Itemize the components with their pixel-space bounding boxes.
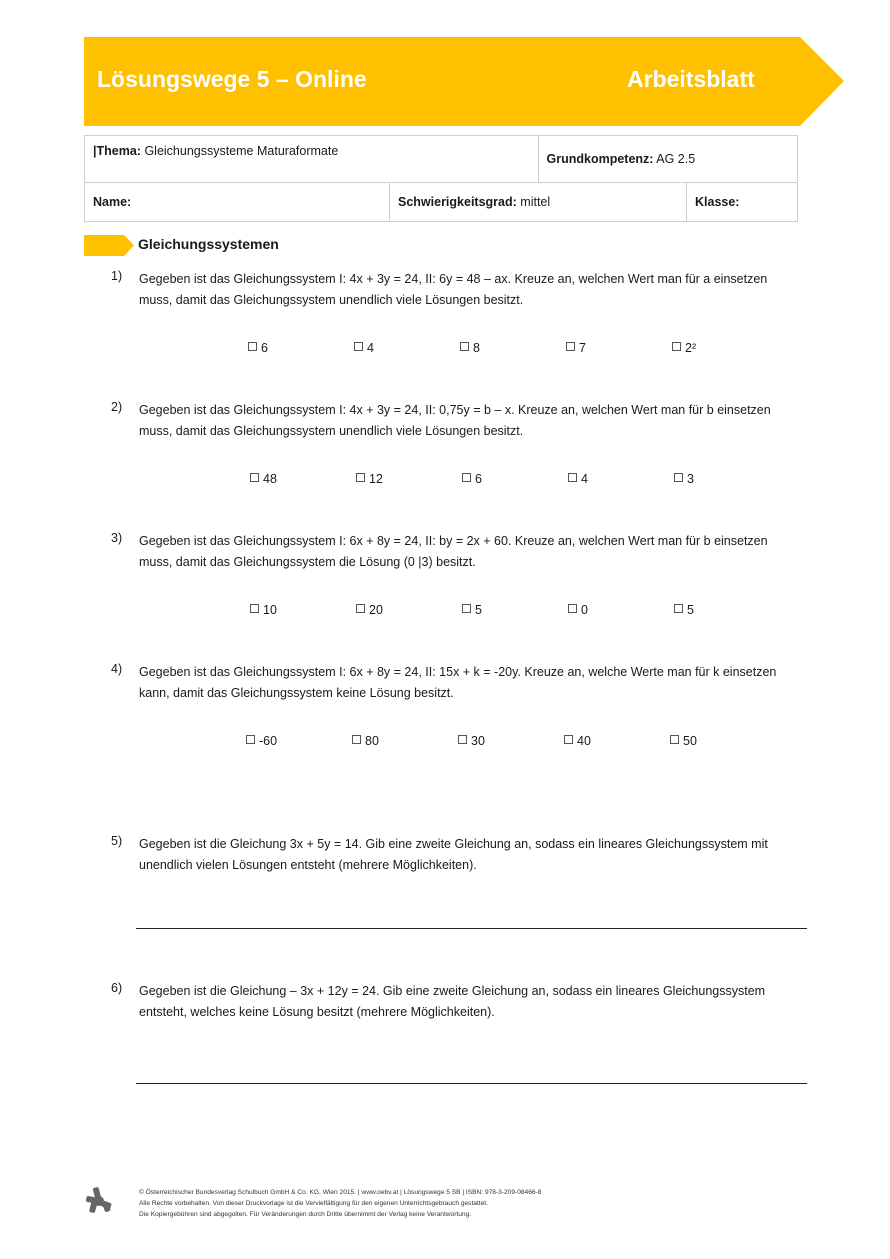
option-label: -60 (259, 734, 278, 748)
option-checkbox[interactable] (460, 341, 480, 355)
answer-line[interactable] (136, 928, 807, 929)
difficulty-label: Schwierigkeitsgrad: (398, 195, 517, 209)
checkbox-icon[interactable] (462, 473, 471, 482)
checkbox-icon[interactable] (670, 735, 679, 744)
section-title: Gleichungssystemen (138, 236, 279, 252)
option-label: 12 (369, 472, 383, 486)
option-checkbox[interactable] (672, 341, 696, 355)
option-label: 5 (687, 603, 694, 617)
name-cell[interactable] (85, 183, 390, 222)
name-label: Name: (93, 195, 132, 209)
option-checkbox[interactable] (352, 734, 379, 748)
option-label: 6 (475, 472, 482, 486)
option-label: 50 (683, 734, 697, 748)
difficulty-value: mittel (520, 195, 551, 209)
option-label: 6 (261, 341, 268, 355)
checkbox-icon[interactable] (674, 473, 683, 482)
option-label: 10 (263, 603, 277, 617)
option-checkbox[interactable] (354, 341, 374, 355)
task-text: Gegeben ist die Gleichung – 3x + 12y = 24. Gib eine zweite Gleichung an, sodass ein lineares Gleichungssystem entsteht, welches keine Lösung besitzt (mehrere Möglichkeiten). (139, 984, 766, 1019)
checkbox-icon[interactable] (674, 604, 683, 613)
checkbox-icon[interactable] (356, 604, 365, 613)
option-label: 80 (365, 734, 379, 748)
option-label: 0 (581, 603, 588, 617)
competence-label: Grundkompetenz: (546, 152, 654, 166)
checkbox-icon[interactable] (354, 342, 363, 351)
checkbox-icon[interactable] (458, 735, 467, 744)
checkbox-icon[interactable] (672, 342, 681, 351)
checkbox-icon[interactable] (250, 473, 259, 482)
option-label: 3 (687, 472, 694, 486)
footer-line: © Österreichischer Bundesverlag Schulbuch GmbH & Co. KG, Wien 2015. | www.oebv.at | Lösungswege 5 SB | ISBN: 978-3-209-08466-8 (139, 1189, 542, 1196)
option-label: 4 (581, 472, 588, 486)
option-checkbox[interactable] (462, 603, 482, 617)
checkbox-icon[interactable] (564, 735, 573, 744)
option-label: 7 (579, 341, 586, 355)
option-label: 4 (367, 341, 374, 355)
option-label: 40 (577, 734, 591, 748)
header-title: Lösungswege 5 – Online (97, 66, 367, 92)
option-checkbox[interactable] (462, 472, 482, 486)
class-label: Klasse: (695, 195, 740, 209)
checkbox-icon[interactable] (568, 604, 577, 613)
option-label: 5 (475, 603, 482, 617)
section-arrow-icon (84, 235, 136, 256)
checkbox-icon[interactable] (356, 473, 365, 482)
task-text: Gegeben ist das Gleichungssystem I: 6x + 8y = 24, II: by = 2x + 60. Kreuze an, welchen Wert man für b einsetzen muss, damit das Gleichungssystem die Lösung (0 |3) besitzt. (139, 534, 768, 569)
checkbox-icon[interactable] (568, 473, 577, 482)
topic-value: Gleichungssysteme Maturaformate (144, 144, 339, 158)
option-label: 8 (473, 341, 480, 355)
task-text: Gegeben ist das Gleichungssystem I: 6x + 8y = 24, II: 15x + k = -20y. Kreuze an, welche Werte man für k einsetzen kann, damit das Gleichungssystem keine Lösung besitzt. (139, 665, 777, 700)
option-checkbox[interactable] (356, 603, 383, 617)
answer-line[interactable] (136, 1083, 807, 1084)
option-label: 20 (369, 603, 383, 617)
option-checkbox[interactable] (568, 472, 588, 486)
task-number: 3) (111, 531, 123, 545)
option-checkbox[interactable] (250, 472, 277, 486)
task-text: Gegeben ist das Gleichungssystem I: 4x + 3y = 24, II: 0,75y = b – x. Kreuze an, welchen Wert man für b einsetzen muss, damit das Gleichungssystem unendlich viele Lösungen besitzt. (139, 403, 771, 438)
option-label: 2² (685, 341, 697, 355)
option-checkbox[interactable] (674, 603, 694, 617)
task-number: 5) (111, 834, 123, 848)
checkbox-icon[interactable] (566, 342, 575, 351)
topic-label: |Thema: (93, 144, 141, 158)
publisher-logo-icon (84, 1186, 114, 1216)
option-checkbox[interactable] (566, 341, 586, 355)
option-checkbox[interactable] (248, 341, 268, 355)
checkbox-icon[interactable] (460, 342, 469, 351)
footer-line: Die Kopiergebühren sind abgegolten. Für Veränderungen durch Dritte übernimmt der Verlag keine Verantwortung. (139, 1211, 472, 1218)
class-cell[interactable] (687, 183, 798, 222)
option-checkbox[interactable] (458, 734, 485, 748)
header-doc-type: Arbeitsblatt (627, 66, 755, 92)
checkbox-icon[interactable] (352, 735, 361, 744)
checkbox-icon[interactable] (462, 604, 471, 613)
option-label: 30 (471, 734, 485, 748)
task-text: Gegeben ist die Gleichung 3x + 5y = 14. Gib eine zweite Gleichung an, sodass ein lineares Gleichungssystem mit unendlich vielen Lösungen entsteht (mehrere Möglichkeiten). (139, 837, 768, 872)
task-number: 2) (111, 400, 123, 414)
option-label: 48 (263, 472, 277, 486)
option-checkbox[interactable] (568, 603, 588, 617)
competence-value: AG 2.5 (656, 152, 696, 166)
footer-line: Alle Rechte vorbehalten. Von dieser Druckvorlage ist die Vervielfältigung für den eigenen Unterrichtsgebrauch gestattet. (139, 1200, 488, 1207)
option-checkbox[interactable] (250, 603, 277, 617)
option-checkbox[interactable] (356, 472, 383, 486)
section-header (84, 235, 384, 256)
checkbox-icon[interactable] (250, 604, 259, 613)
option-checkbox[interactable] (246, 734, 277, 748)
option-checkbox[interactable] (564, 734, 591, 748)
task-text: Gegeben ist das Gleichungssystem I: 4x + 3y = 24, II: 6y = 48 – ax. Kreuze an, welchen Wert man für a einsetzen muss, damit das Gleichungssystem unendlich viele Lösungen besitzt. (139, 272, 768, 307)
task-number: 4) (111, 662, 123, 676)
task-number: 1) (111, 269, 123, 283)
checkbox-icon[interactable] (246, 735, 255, 744)
footer-copyright (139, 1187, 739, 1220)
header-banner (84, 37, 844, 126)
option-checkbox[interactable] (670, 734, 697, 748)
difficulty-cell (390, 183, 687, 222)
checkbox-icon[interactable] (248, 342, 257, 351)
meta-table (84, 135, 798, 222)
option-checkbox[interactable] (674, 472, 694, 486)
task-number: 6) (111, 981, 123, 995)
topic-cell (85, 136, 539, 183)
competence-cell (538, 136, 798, 183)
